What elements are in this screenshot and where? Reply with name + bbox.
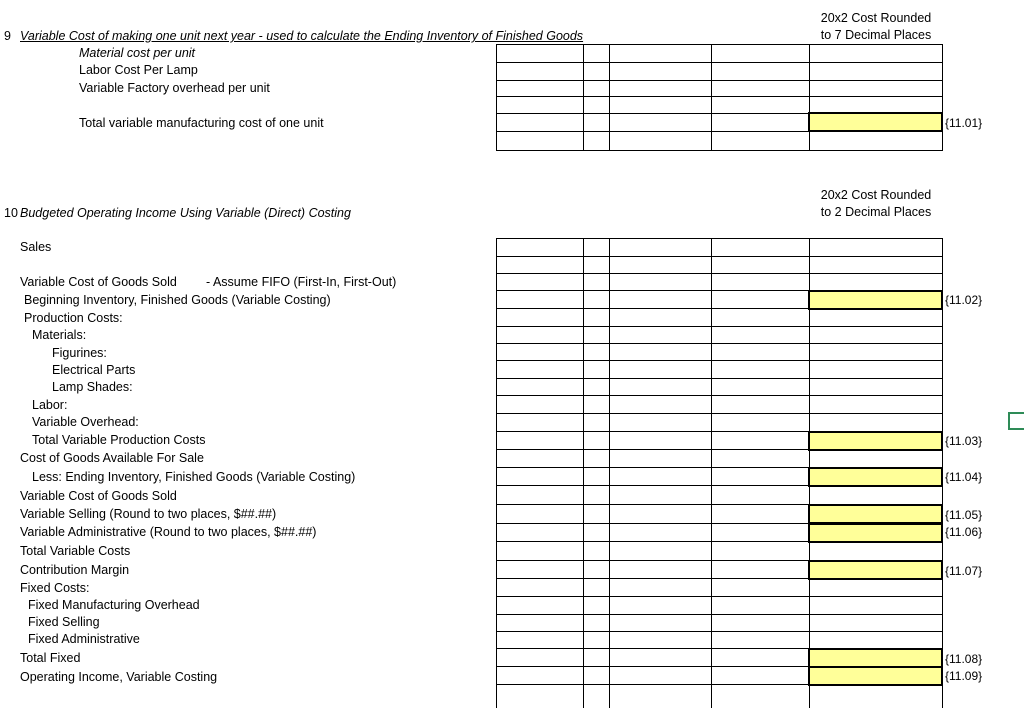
label-less-ending-inventory: Less: Ending Inventory, Finished Goods (Variable Costing) — [32, 470, 356, 484]
grid-row — [496, 449, 942, 467]
section-10-title: Budgeted Operating Income Using Variable (Direct) Costing — [20, 206, 351, 220]
input-cell-11-02[interactable] — [808, 290, 943, 310]
grid-row — [496, 614, 942, 632]
grid-column-line — [609, 44, 610, 150]
grid-column-line — [809, 44, 810, 150]
grid-row — [496, 578, 942, 596]
ref-11-04: {11.04} — [945, 470, 983, 484]
grid-row — [496, 308, 942, 326]
label-production-costs: Production Costs: — [24, 311, 123, 325]
input-cell-11-06[interactable] — [808, 523, 943, 543]
grid-column-line — [583, 238, 584, 708]
grid-column-line — [496, 238, 497, 708]
section-9-number: 9 — [4, 29, 11, 43]
grid-row — [496, 256, 942, 274]
section-10-number: 10 — [4, 206, 18, 220]
selection-handle[interactable] — [1008, 412, 1024, 430]
grid-row — [496, 395, 942, 413]
input-cell-11-09[interactable] — [808, 666, 943, 686]
label-total-variable-production-costs: Total Variable Production Costs — [32, 433, 206, 447]
ref-11-07: {11.07} — [945, 564, 983, 578]
section-9-title: Variable Cost of making one unit next year - used to calculate the Ending Inventory of Finished Goods — [20, 29, 584, 43]
label-electrical-parts: Electrical Parts — [52, 363, 136, 377]
grid-column-line — [609, 238, 610, 708]
label-variable-selling: Variable Selling (Round to two places, $##.##) — [20, 507, 277, 521]
grid-row — [496, 62, 942, 80]
ref-11-02: {11.02} — [945, 293, 983, 307]
label-variable-cogs: Variable Cost of Goods Sold — [20, 489, 177, 503]
label-total-variable-mfg-cost: Total variable manufacturing cost of one unit — [79, 116, 324, 130]
label-materials: Materials: — [32, 328, 87, 342]
grid-column-line — [496, 44, 497, 150]
label-fixed-mfg-overhead: Fixed Manufacturing Overhead — [28, 598, 200, 612]
label-labor-cost: Labor Cost Per Lamp — [79, 63, 198, 77]
grid-column-line — [711, 238, 712, 708]
grid-row — [496, 413, 942, 431]
label-figurines: Figurines: — [52, 346, 107, 360]
label-beginning-inventory: Beginning Inventory, Finished Goods (Variable Costing) — [24, 293, 331, 307]
grid-row — [496, 326, 942, 344]
grid-column-line — [583, 44, 584, 150]
grid-row — [496, 131, 942, 149]
section-9-header-line2: to 7 Decimal Places — [820, 28, 932, 42]
label-lamp-shades: Lamp Shades: — [52, 380, 133, 394]
ref-11-05: {11.05} — [945, 508, 983, 522]
label-total-variable-costs: Total Variable Costs — [20, 544, 131, 558]
grid-row — [496, 360, 942, 378]
grid-row — [496, 684, 942, 702]
input-cell-11-03[interactable] — [808, 431, 943, 451]
label-contribution-margin: Contribution Margin — [20, 563, 130, 577]
grid-row — [496, 44, 942, 62]
grid-row — [496, 238, 942, 256]
label-cost-goods-available: Cost of Goods Available For Sale — [20, 451, 204, 465]
grid-row — [496, 541, 942, 559]
label-labor: Labor: — [32, 398, 68, 412]
input-cell-11-04[interactable] — [808, 467, 943, 487]
ref-11-01: {11.01} — [945, 116, 983, 130]
grid-row — [496, 343, 942, 361]
label-total-fixed: Total Fixed — [20, 651, 81, 665]
label-variable-overhead: Variable Overhead: — [32, 415, 139, 429]
grid-row — [496, 273, 942, 291]
label-variable-administrative: Variable Administrative (Round to two places, $##.##) — [20, 525, 317, 539]
label-operating-income: Operating Income, Variable Costing — [20, 670, 218, 684]
label-fifo-note: - Assume FIFO (First-In, First-Out) — [206, 275, 397, 289]
grid-column-line — [711, 44, 712, 150]
ref-11-03: {11.03} — [945, 434, 983, 448]
ref-11-08: {11.08} — [945, 652, 983, 666]
grid-row — [496, 631, 942, 649]
label-variable-overhead-unit: Variable Factory overhead per unit — [79, 81, 270, 95]
ref-11-09: {11.09} — [945, 669, 983, 683]
grid-row — [496, 378, 942, 396]
label-sales: Sales — [20, 240, 52, 254]
label-fixed-selling: Fixed Selling — [28, 615, 100, 629]
ref-11-06: {11.06} — [945, 525, 983, 539]
grid-row — [496, 485, 942, 503]
section-9-header-line1: 20x2 Cost Rounded — [820, 11, 932, 25]
section-9-grid — [496, 44, 943, 151]
section-10-grid — [496, 238, 943, 708]
input-cell-11-01[interactable] — [808, 112, 943, 132]
label-fixed-administrative: Fixed Administrative — [28, 632, 140, 646]
section-10-header-line1: 20x2 Cost Rounded — [820, 188, 932, 202]
grid-row — [496, 596, 942, 614]
input-cell-11-05[interactable] — [808, 504, 943, 524]
label-material-cost: Material cost per unit — [79, 46, 196, 60]
input-cell-11-08[interactable] — [808, 648, 943, 668]
label-fixed-costs: Fixed Costs: — [20, 581, 90, 595]
grid-column-line — [942, 44, 943, 150]
section-10-header-line2: to 2 Decimal Places — [820, 205, 932, 219]
label-vcogs-heading: Variable Cost of Goods Sold — [20, 275, 177, 289]
input-cell-11-07[interactable] — [808, 560, 943, 580]
